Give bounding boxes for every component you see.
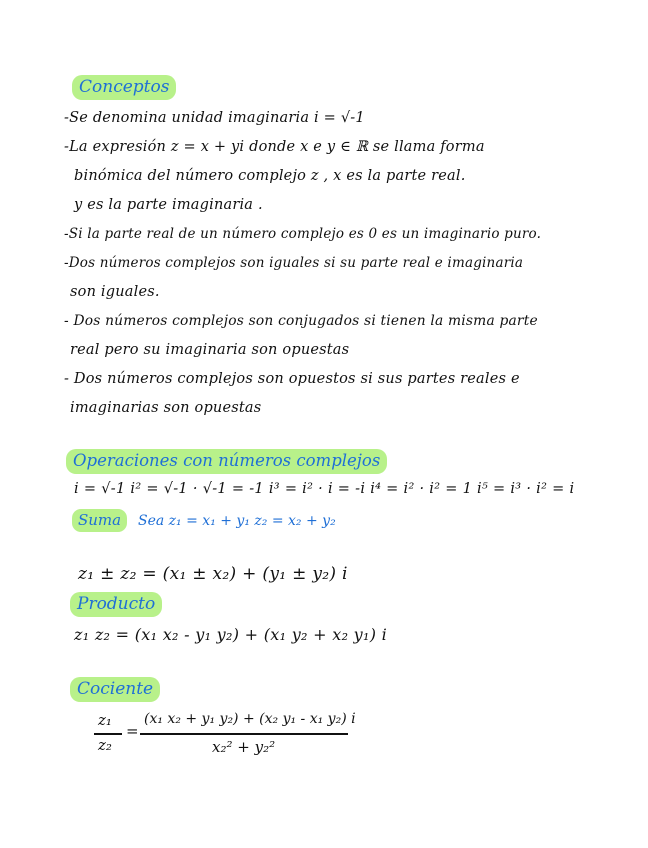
heading-conceptos: Conceptos: [72, 75, 176, 100]
suma-definition: Sea z₁ = x₁ + y₁ z₂ = x₂ + y₂: [138, 513, 336, 529]
concept-line-7: son iguales.: [70, 284, 160, 300]
heading-suma: Suma: [72, 509, 127, 532]
cociente-lhs-numerator: z₁: [98, 711, 112, 729]
cociente-equals: =: [126, 722, 139, 740]
concept-line-1: -Se denomina unidad imaginaria i = √-1: [64, 110, 365, 126]
cociente-rhs-bar: [140, 733, 348, 735]
heading-cociente: Cociente: [70, 677, 160, 702]
heading-producto: Producto: [70, 592, 162, 617]
producto-formula: z₁ z₂ = (x₁ x₂ - y₁ y₂) + (x₁ y₂ + x₂ y₁) i: [74, 625, 388, 644]
concept-line-3: binómica del número complejo z , x es la parte real.: [74, 168, 466, 184]
concept-line-4: y es la parte imaginaria .: [74, 197, 263, 213]
cociente-rhs-numerator: (x₁ x₂ + y₁ y₂) + (x₂ y₁ - x₁ y₂) i: [144, 711, 356, 727]
concept-line-9: real pero su imaginaria son opuestas: [70, 342, 350, 358]
concept-line-6: -Dos números complejos son iguales si su parte real e imaginaria: [64, 255, 524, 271]
heading-operaciones: Operaciones con números complejos: [66, 449, 387, 474]
concept-line-10: - Dos números complejos son opuestos si sus partes reales e: [64, 371, 520, 387]
concept-line-11: imaginarias son opuestas: [70, 400, 262, 416]
cociente-rhs-denominator: x₂² + y₂²: [212, 738, 276, 756]
concept-line-8: - Dos números complejos son conjugados si tienen la misma parte: [64, 313, 538, 329]
cociente-lhs-denominator: z₂: [98, 736, 112, 754]
concept-line-2: -La expresión z = x + yi donde x e y ∈ ℝ se llama forma: [64, 139, 485, 155]
cociente-lhs-bar: [94, 733, 122, 735]
powers-of-i: i = √-1 i² = √-1 · √-1 = -1 i³ = i² · i = -i i⁴ = i² · i² = 1 i⁵ = i³ · i² = i: [74, 481, 575, 497]
concept-line-5: -Si la parte real de un número complejo es 0 es un imaginario puro.: [64, 226, 542, 242]
suma-formula: z₁ ± z₂ = (x₁ ± x₂) + (y₁ ± y₂) i: [78, 564, 348, 584]
